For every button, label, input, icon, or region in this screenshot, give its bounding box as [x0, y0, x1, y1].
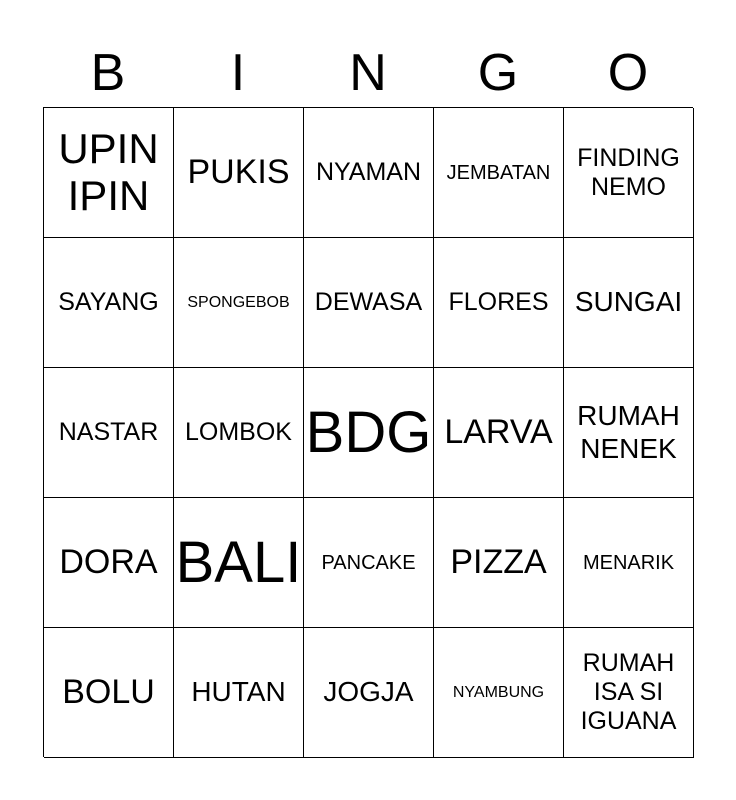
bingo-cell[interactable] — [434, 238, 564, 368]
cell-label: RUMAH ISA SI IGUANA — [580, 649, 677, 735]
bingo-cell[interactable] — [44, 368, 174, 498]
bingo-cell[interactable] — [174, 498, 304, 628]
bingo-cell[interactable] — [434, 368, 564, 498]
cell-label: NASTAR — [58, 418, 159, 447]
header-letter-n: N — [349, 44, 387, 102]
bingo-cell[interactable] — [434, 108, 564, 238]
bingo-cell[interactable] — [564, 238, 694, 368]
header-letter-g: G — [477, 44, 519, 102]
bingo-cell[interactable] — [304, 368, 434, 498]
bingo-cell[interactable] — [44, 108, 174, 238]
cell-label: PUKIS — [187, 152, 290, 191]
cell-label: FLORES — [448, 288, 549, 317]
header-letter-b: B — [90, 44, 126, 102]
cell-label: PANCAKE — [321, 551, 416, 574]
bingo-cell[interactable] — [304, 498, 434, 628]
cell-label: SAYANG — [58, 288, 159, 317]
bingo-cell[interactable] — [564, 498, 694, 628]
bingo-cell[interactable] — [44, 238, 174, 368]
bingo-cell[interactable] — [564, 368, 694, 498]
cell-label: BALI — [175, 529, 302, 595]
cell-label: RUMAH NENEK — [577, 400, 680, 464]
cell-label: DEWASA — [314, 288, 423, 317]
bingo-cell[interactable] — [434, 628, 564, 758]
cell-label: DORA — [59, 542, 158, 581]
bingo-cell[interactable] — [44, 628, 174, 758]
cell-label: JEMBATAN — [446, 161, 551, 184]
bingo-cell[interactable] — [564, 108, 694, 238]
bingo-header — [43, 40, 693, 106]
cell-label: JOGJA — [323, 676, 414, 708]
cell-label: NYAMBUNG — [452, 683, 545, 701]
bingo-cell[interactable] — [434, 498, 564, 628]
bingo-cell[interactable] — [564, 628, 694, 758]
cell-label: HUTAN — [191, 676, 286, 708]
cell-label: BOLU — [62, 672, 155, 711]
cell-label: BDG — [305, 399, 432, 465]
cell-label: MENARIK — [582, 551, 675, 574]
header-letter-i: I — [230, 44, 246, 102]
bingo-cell[interactable] — [304, 238, 434, 368]
header-letter-o: O — [607, 44, 649, 102]
cell-label: LARVA — [444, 412, 553, 451]
bingo-cell[interactable] — [44, 498, 174, 628]
bingo-cell[interactable] — [174, 238, 304, 368]
bingo-cell[interactable] — [174, 108, 304, 238]
bingo-board — [43, 107, 693, 757]
bingo-cell[interactable] — [304, 108, 434, 238]
cell-label: LOMBOK — [185, 418, 292, 447]
cell-label: UPIN IPIN — [58, 125, 159, 219]
bingo-cell[interactable] — [304, 628, 434, 758]
bingo-cell[interactable] — [174, 628, 304, 758]
cell-label: FINDING NEMO — [577, 143, 680, 201]
cell-label: SUNGAI — [574, 286, 683, 318]
cell-label: PIZZA — [450, 542, 547, 581]
cell-label: NYAMAN — [315, 158, 422, 187]
bingo-cell[interactable] — [174, 368, 304, 498]
cell-label: SPONGEBOB — [187, 293, 290, 311]
